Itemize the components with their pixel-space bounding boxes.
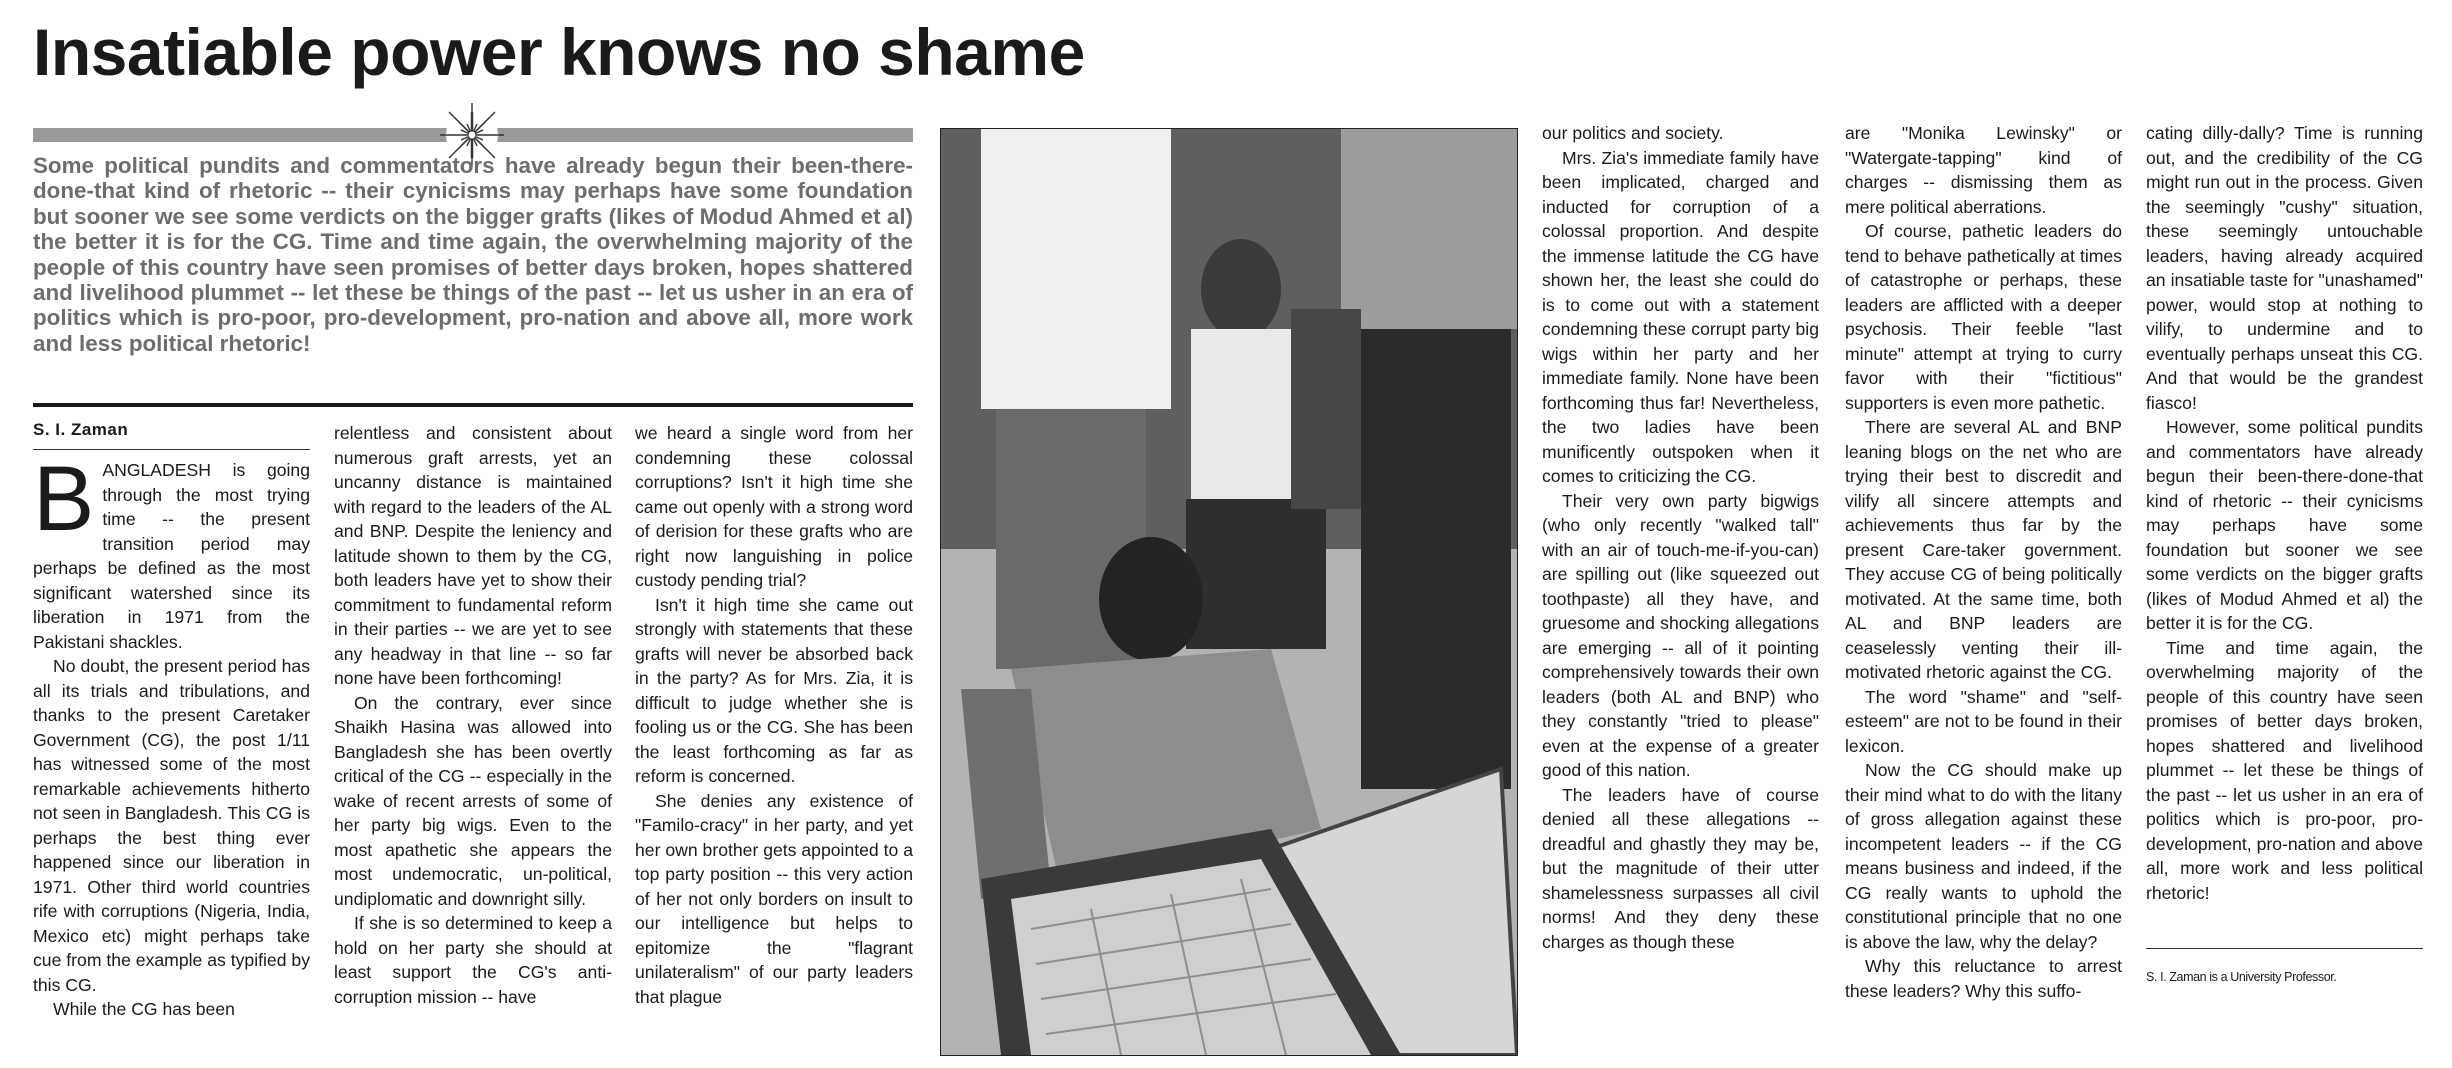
paragraph: relentless and consistent about numerous graft arrests, yet an uncanny distance is maintained with regard to the leaders of the AL and BNP. Despite the leniency and latitude shown to them by the CG, both leaders have yet to show their commitment to fundamental reform in their parties -- we are yet to see any headway in that line -- so far none have been forthcoming! [334, 423, 612, 688]
intro-deck: Some political pundits and commentators have already begun their been-there-done-that kind of rhetoric -- their cynicisms may perhaps have some foundation but sooner we see some verdicts on the bigger grafts (likes of Modud Ahmed et al) the better it is for the CG. Time and time again, the overwhelming majority of the people of this country have seen promises of better days broken, hopes shattered and livelihood plummet -- let these be things of the past -- let us usher in an era of politics which is pro-poor, pro-development, pro-nation and above all, more work and less political rhetoric! [33, 153, 913, 356]
paragraph: Why this reluctance to arrest these leaders? Why this suffo- [1845, 956, 2122, 1001]
paragraph: Of course, pathetic leaders do tend to behave pathetically at times of catastrophe or perhaps, these leaders are afflicted with a deeper psychosis. Their feeble "last minute" attempt at trying to curry favor with their "fictitious" supporters is even more pathetic. [1845, 221, 2122, 413]
paragraph: Mrs. Zia's immediate family have been implicated, charged and inducted for corruption of a colossal proportion. And despite the immense latitude the CG have shown her, the least she could do is to come out with a statement condemning these corrupt party big wigs within her party and her immediate family. None have been forthcoming thus far! Nevertheless, the two ladies have been munificently outspoken when it comes to criticizing the CG. [1542, 147, 1819, 486]
paragraph: There are several AL and BNP leaning blogs on the net who are trying their best to discredit and vilify all sincere attempts and achievements thus far by the present Care-taker government. They accuse CG of being politically motivated. At the same time, both AL and BNP leaders are ceaselessly venting their ill-motivated rhetoric against the CG. [1845, 417, 2122, 682]
article-column-3 [635, 421, 913, 1061]
paragraph: cating dilly-dally? Time is running out, and the credibility of the CG might run out in the process. Given the seemingly "cushy" situation, these seemingly untouchable leaders, having already acquired an insatiable taste for "unashamed" power, would stop at nothing to vilify, to undermine and to eventually perhaps unseat this CG. And that would be the grandest fiasco! [2146, 123, 2423, 413]
headline: Insatiable power knows no shame [33, 15, 1085, 89]
paragraph: are "Monika Lewinsky" or "Watergate-tapping" kind of charges -- dismissing them as mere political aberrations. [1845, 123, 2122, 217]
article-column-5 [1845, 121, 2122, 1061]
paragraph [33, 458, 310, 654]
paragraph: However, some political pundits and commentators have already begun their been-there-done-that kind of rhetoric -- their cynicisms may perhaps have some foundation but sooner we see some verdicts on the bigger grafts (likes of Modud Ahmed et al) the better it is for the CG. [2146, 417, 2423, 633]
news-photo [940, 128, 1518, 1056]
dropcap: B [33, 458, 95, 550]
section-rule [33, 403, 913, 407]
paragraph: Isn't it high time she came out strongly with statements that these grafts will never be absorbed back in the party? As for Mrs. Zia, it is difficult to judge whether she is fooling us or the CG. She has been the least forthcoming as far as reform is concerned. [635, 594, 913, 786]
byline-rule [33, 449, 310, 450]
paragraph: If she is so determined to keep a hold on her party she should at least support the CG's anti-corruption mission -- have [334, 913, 612, 1007]
paragraph: The word "shame" and "self-esteem" are not to be found in their lexicon. [1845, 686, 2122, 756]
paragraph: On the contrary, ever since Shaikh Hasina was allowed into Bangladesh she has been overtly critical of the CG -- especially in the wake of recent arrests of some of her party big wigs. Even to the most apathetic she appears the most undemocratic, un-political, undiplomatic and downright silly. [334, 692, 612, 909]
paragraph: The leaders have of course denied all these allegations -- dreadful and ghastly they may be, but the magnitude of their utter shamelessness surpasses all civil norms! And they deny these charges as though these [1542, 784, 1819, 952]
byline [33, 420, 128, 440]
byline-text: S. I. Zaman [33, 420, 129, 439]
paragraph: She denies any existence of "Familo-cracy" in her party, and yet her own brother gets appointed to a top party position -- this very action of her not only borders on insult to our intelligence but helps to epitomize the "flagrant unilateralism" of our party leaders that plague [635, 790, 913, 1007]
article-column-2 [334, 421, 612, 1061]
paragraph-text: ANGLADESH is going through the most trying time -- the present transition period may perhaps be defined as the most significant watershed since its liberation in 1971 from the Pakistani shackles. [33, 460, 310, 652]
paragraph: No doubt, the present period has all its trials and tribulations, and thanks to the present Caretaker Government (CG), the post 1/11 has witnessed some of the most remarkable achievements hitherto not seen in Bangladesh. This CG is perhaps the best thing ever happened since our liberation in 1971. Other third world countries rife with corruptions (Nigeria, India, Mexico etc) might perhaps take cue from the example as typified by this CG. [33, 656, 310, 995]
paragraph: our politics and society. [1542, 123, 1724, 143]
paragraph: Now the CG should make up their mind what to do with the litany of gross allegation against these incompetent leaders -- if the CG means business and indeed, if the CG really wants to uphold the constitutional principle that no one is above the law, why the delay? [1845, 760, 2122, 952]
end-rule [2146, 948, 2423, 949]
paragraph: While the CG has been [53, 999, 235, 1019]
paragraph: Their very own party bigwigs (who only recently "walked tall" with an air of touch-me-if-you-can) are spilling out (like squeezed out toothpaste) all they have, and gruesome and shocking allegations are emerging -- all of it pointing comprehensively towards their own leaders (both AL and BNP) who they constantly "tried to please" even at the expense of a greater good of this nation. [1542, 490, 1819, 780]
article-column-6 [2146, 121, 2423, 947]
news-photo-illustration [941, 129, 1517, 1055]
author-note: S. I. Zaman is a University Professor. [2146, 970, 2337, 984]
paragraph: Time and time again, the overwhelming majority of the people of this country have seen promises of better days broken, hopes shattered and livelihood plummet -- let these be things of the past -- let us usher in an era of politics which is pro-poor, pro-development, pro-nation and above all, more work and less political rhetoric! [2146, 637, 2423, 903]
article-column-4 [1542, 121, 1819, 1061]
article-column-1 [33, 458, 310, 1058]
paragraph: we heard a single word from her condemning these colossal corruptions? Isn't it high time she came out openly with a strong word of derision for these grafts who are right now languishing in police custody pending trial? [635, 423, 913, 590]
